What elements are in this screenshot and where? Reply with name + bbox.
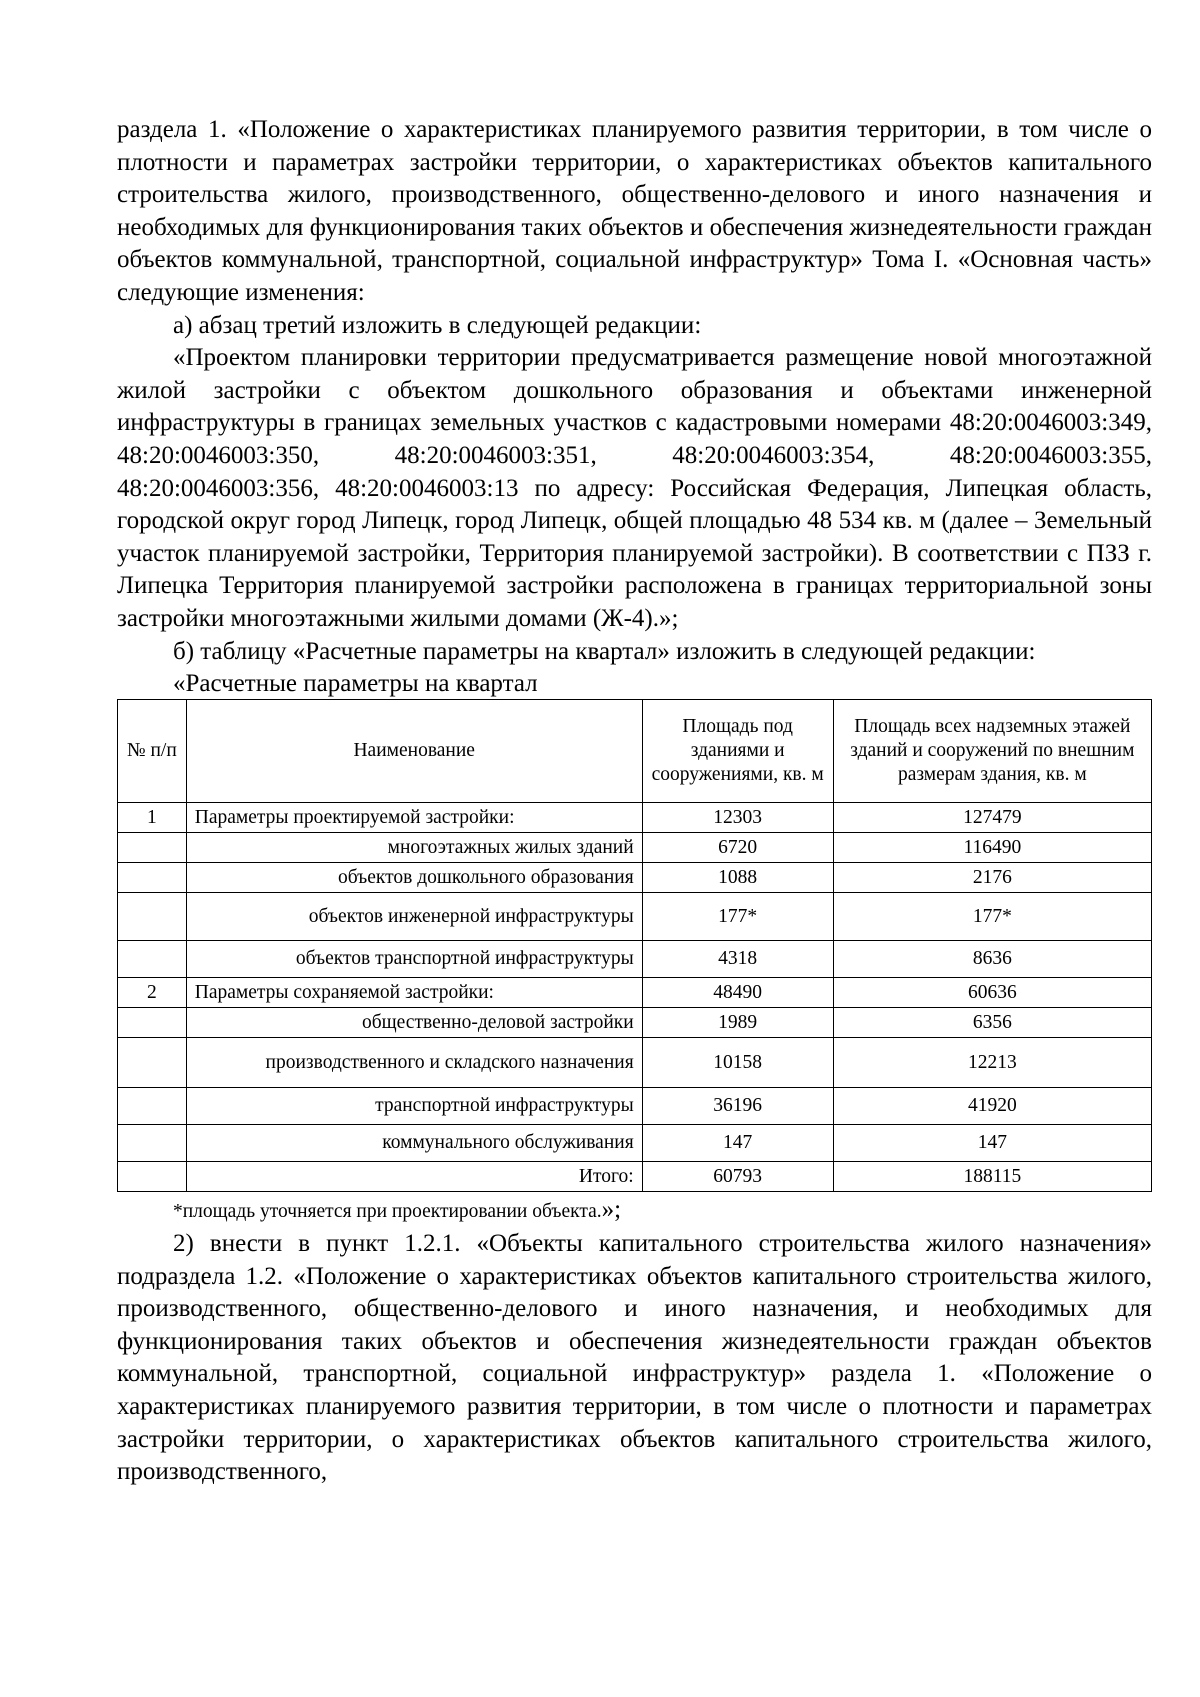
header-area-footprint: Площадь под зданиями и сооружениями, кв. м — [642, 700, 833, 803]
table-row — [118, 1008, 1152, 1038]
table-header-row — [118, 700, 1152, 803]
table-row — [118, 1038, 1152, 1088]
paragraph-item-b: б) таблицу «Расчетные параметры на квартал» изложить в следующей редакции: — [173, 637, 1036, 665]
header-area-total: Площадь всех надземных этажей зданий и сооружений по внешним размерам здания, кв. м — [833, 700, 1151, 803]
row-area-total: 12213 — [833, 1038, 1151, 1088]
table-row — [118, 941, 1152, 978]
document-body — [117, 114, 1152, 1489]
row-area-footprint: 48490 — [642, 978, 833, 1008]
row-num — [118, 1008, 187, 1038]
header-num: № п/п — [118, 700, 187, 803]
row-area-total: 177* — [833, 893, 1151, 941]
row-num — [118, 863, 187, 893]
row-area-total: 2176 — [833, 863, 1151, 893]
table-row — [118, 803, 1152, 833]
row-area-total: 127479 — [833, 803, 1151, 833]
paragraph-item-2: 2) внести в пункт 1.2.1. «Объекты капитального строительства жилого назначения» подраздела 1.2. «Положение о характеристиках объектов капитального строительства жилого, производственного, общественно-делового и иного назначения, и необходимых для функционирования таких объектов и обеспечения жизнедеятельности граждан объектов коммунальной, транспортной, социальной инфраструктур» раздела 1. «Положение о характеристиках планируемого развития территории, в том числе о плотности и параметрах застройки территории, о характеристиках объектов капитального строительства жилого, производственного, — [117, 1230, 1152, 1486]
paragraph-quote: «Проектом планировки территории предусматривается размещение новой многоэтажной жилой застройки с объектом дошкольного образования и объектами инженерной инфраструктуры в границах земельных участков с кадастровыми номерами 48:20:0046003:349, 48:20:0046003:350, 48:20:0046003:351, 48:20:0046003:354, 48:20:0046003:355, 48:20:0046003:356, 48:20:0046003:13 по адресу: Российская Федерация, Липецкая область, городской округ город Липецк, город Липецк, общей площадью 48 534 кв. м (далее – Земельный участок планируемой застройки, Территория планируемой застройки). В соответствии с ПЗЗ г. Липецка Территория планируемой застройки расположена в границах территориальной зоны застройки многоэтажными жилыми домами (Ж-4).»; — [117, 344, 1152, 632]
table-caption: «Расчетные параметры на квартал — [173, 670, 538, 698]
row-num — [118, 1038, 187, 1088]
row-name: общественно-деловой застройки — [186, 1008, 642, 1038]
row-name: объектов инженерной инфраструктуры — [186, 893, 642, 941]
row-area-footprint: 12303 — [642, 803, 833, 833]
row-area-total: 6356 — [833, 1008, 1151, 1038]
row-name: объектов дошкольного образования — [186, 863, 642, 893]
row-area-footprint: 36196 — [642, 1088, 833, 1125]
row-num — [118, 1125, 187, 1162]
footnote-text: *площадь уточняется при проектировании объекта. — [173, 1201, 602, 1223]
row-area-footprint: 177* — [642, 893, 833, 941]
row-area-footprint: 147 — [642, 1125, 833, 1162]
row-num: 2 — [118, 978, 187, 1008]
row-num — [118, 941, 187, 978]
parameters-table — [117, 699, 1152, 1192]
table-row — [118, 1125, 1152, 1162]
paragraph-item-a: а) абзац третий изложить в следующей редакции: — [173, 311, 702, 339]
row-area-footprint: 60793 — [642, 1162, 833, 1192]
table-row — [118, 833, 1152, 863]
row-num: 1 — [118, 803, 187, 833]
row-area-footprint: 4318 — [642, 941, 833, 978]
row-area-footprint: 10158 — [642, 1038, 833, 1088]
table-row — [118, 978, 1152, 1008]
row-area-total: 8636 — [833, 941, 1151, 978]
row-num — [118, 833, 187, 863]
row-name: Параметры проектируемой застройки: — [186, 803, 642, 833]
table-row — [118, 893, 1152, 941]
table-row — [118, 1088, 1152, 1125]
row-num — [118, 1162, 187, 1192]
row-name: Параметры сохраняемой застройки: — [186, 978, 642, 1008]
table-row — [118, 863, 1152, 893]
paragraph-intro: раздела 1. «Положение о характеристиках планируемого развития территории, в том числе о плотности и параметрах застройки территории, о характеристиках объектов капитального строительства жилого, производственного, общественно-делового и иного назначения и необходимых для функционирования таких объектов и обеспечения жизнедеятельности граждан объектов коммунальной, транспортной, социальной инфраструктур» Тома I. «Основная часть» следующие изменения: — [117, 116, 1152, 306]
footnote-tail: »; — [601, 1196, 622, 1224]
table-total-row — [118, 1162, 1152, 1192]
row-name: коммунального обслуживания — [186, 1125, 642, 1162]
row-name: многоэтажных жилых зданий — [186, 833, 642, 863]
row-name: объектов транспортной инфраструктуры — [186, 941, 642, 978]
row-area-total: 41920 — [833, 1088, 1151, 1125]
row-num — [118, 1088, 187, 1125]
row-name: Итого: — [186, 1162, 642, 1192]
row-area-footprint: 1088 — [642, 863, 833, 893]
row-area-total: 147 — [833, 1125, 1151, 1162]
row-num — [118, 893, 187, 941]
row-area-total: 60636 — [833, 978, 1151, 1008]
header-name: Наименование — [186, 700, 642, 803]
row-area-footprint: 1989 — [642, 1008, 833, 1038]
row-area-total: 116490 — [833, 833, 1151, 863]
row-area-total: 188115 — [833, 1162, 1151, 1192]
row-name: транспортной инфраструктуры — [186, 1088, 642, 1125]
table-footnote — [173, 1198, 1152, 1224]
row-area-footprint: 6720 — [642, 833, 833, 863]
row-name: производственного и складского назначения — [186, 1038, 642, 1088]
